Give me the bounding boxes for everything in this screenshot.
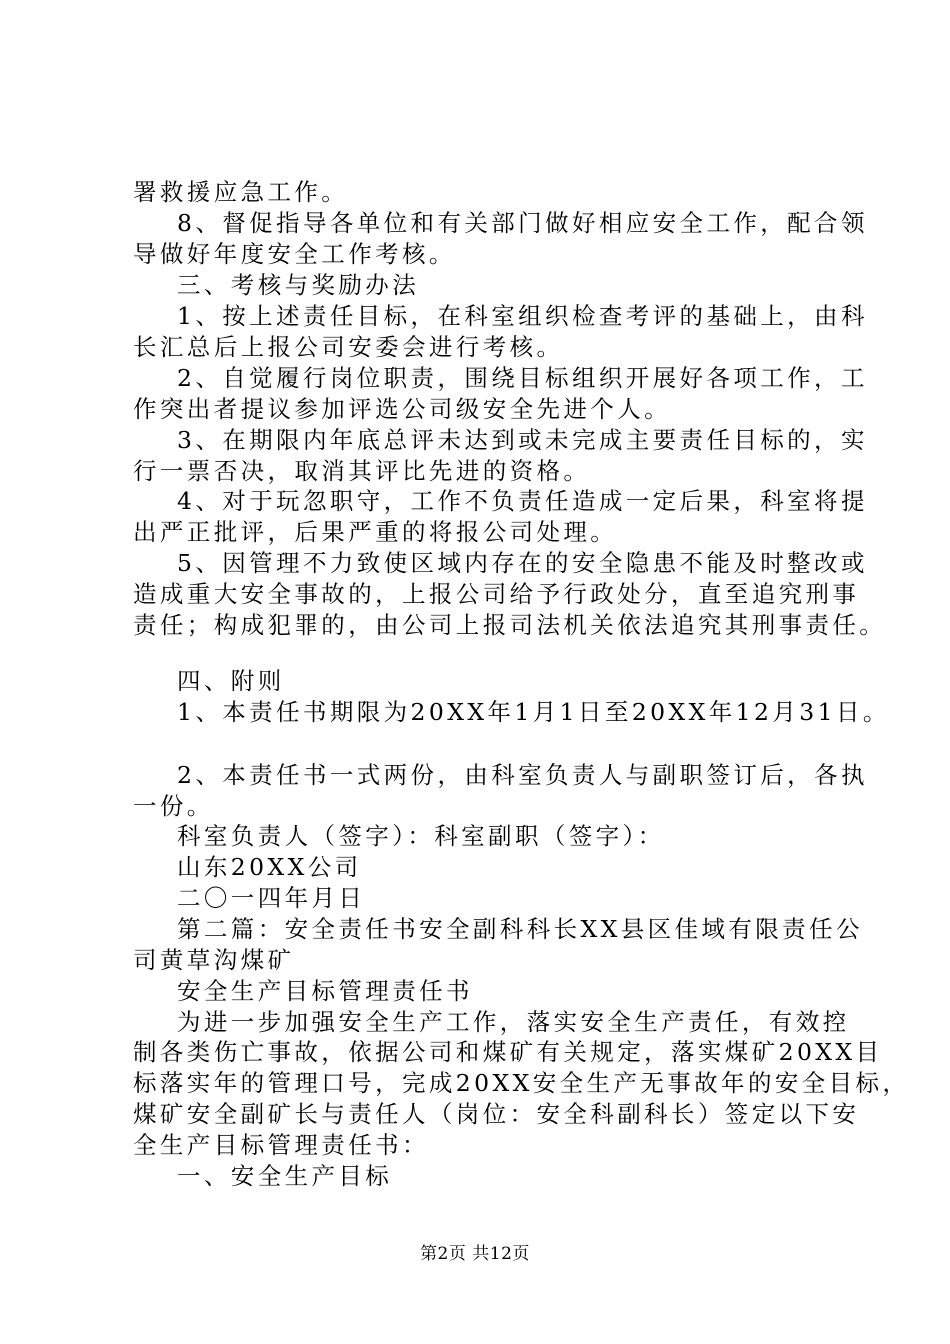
text-line: 一份。 — [133, 792, 214, 820]
signature-line: 科室负责人（签字）：科室副职（签字）： — [177, 822, 665, 850]
section-heading: 四、附则 — [177, 667, 285, 695]
text-line: 全生产目标管理责任书： — [133, 1131, 429, 1159]
text-line: 出严正批评，后果严重的将报公司处理。 — [133, 518, 618, 546]
text-line: 为进一步加强安全生产工作，落实安全生产责任，有效控 — [177, 1008, 850, 1036]
text-line: 导做好年度安全工作考核。 — [133, 240, 456, 268]
text-line: 长汇总后上报公司安委会进行考核。 — [133, 333, 564, 361]
section-heading: 一、安全生产目标 — [177, 1162, 393, 1190]
document-title: 安全生产目标管理责任书 — [177, 977, 473, 1005]
chapter-title: 第二篇：安全责任书安全副科科长XX县区佳域有限责任公 — [177, 915, 863, 943]
text-line: 1、本责任书期限为20XX年1月1日至20XX年12月31日。 — [177, 698, 890, 726]
text-line: 5、因管理不力致使区域内存在的安全隐患不能及时整改或 — [177, 549, 868, 577]
text-line: 造成重大安全事故的，上报公司给予行政处分，直至追究刑事 — [133, 580, 860, 608]
text-line: 2、自觉履行岗位职责，围绕目标组织开展好各项工作，工 — [177, 364, 868, 392]
text-line: 标落实年的管理口号，完成20XX安全生产无事故年的安全目标， — [133, 1069, 910, 1097]
date-line: 二〇一四年月日 — [177, 884, 366, 912]
chapter-title: 司黄草沟煤矿 — [133, 946, 295, 974]
section-heading: 三、考核与奖励办法 — [177, 271, 420, 299]
text-line: 8、督促指导各单位和有关部门做好相应安全工作，配合领 — [177, 209, 868, 237]
text-line: 署救援应急工作。 — [133, 178, 349, 206]
text-line: 3、在期限内年底总评未达到或未完成主要责任目标的，实 — [177, 426, 868, 454]
text-line: 作突出者提议参加评选公司级安全先进个人。 — [133, 395, 671, 423]
text-line: 责任；构成犯罪的，由公司上报司法机关依法追究其刑事责任。 — [133, 611, 887, 639]
page-footer: 第2页 共12页 — [420, 1244, 530, 1264]
text-line: 煤矿安全副矿长与责任人（岗位：安全科副科长）签定以下安 — [133, 1100, 860, 1128]
text-line: 2、本责任书一式两份，由科室负责人与副职签订后，各执 — [177, 761, 868, 789]
company-name: 山东20XX公司 — [177, 853, 362, 881]
text-line: 4、对于玩忽职守，工作不负责任造成一定后果，科室将提 — [177, 487, 868, 515]
text-line: 行一票否决，取消其评比先进的资格。 — [133, 457, 591, 485]
text-line: 1、按上述责任目标，在科室组织检查考评的基础上，由科 — [177, 302, 868, 330]
text-line: 制各类伤亡事故，依据公司和煤矿有关规定，落实煤矿20XX目 — [133, 1038, 883, 1066]
